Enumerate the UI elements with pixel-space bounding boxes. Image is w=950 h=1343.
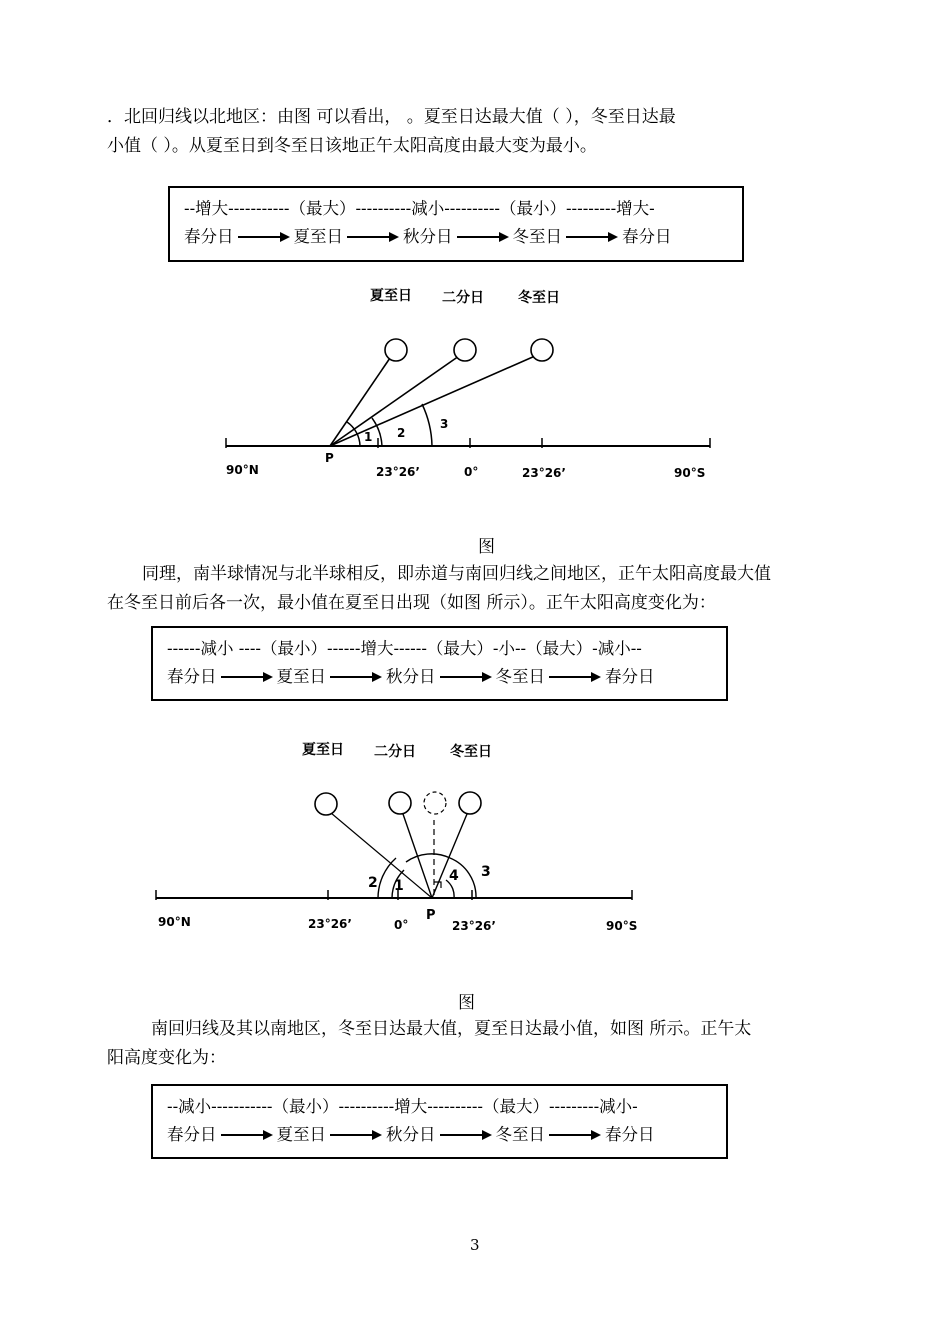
arrow-icon	[221, 1129, 273, 1141]
sun-icon	[531, 339, 553, 361]
paragraph-1-line-2: 小值（ ）。从夏至日到冬至日该地正午太阳高度由最大变为最小。	[107, 136, 597, 156]
sun-icon	[315, 793, 337, 815]
sun-icon	[454, 339, 476, 361]
legend-equinox: 二分日	[442, 290, 484, 306]
arrow-icon	[440, 1129, 492, 1141]
paragraph-1-line-1: ．北回归线以北地区：由图 可以看出， 。夏至日达最大值（ ），冬至日达最	[107, 107, 676, 127]
paragraph-3-line-2: 阳高度变化为：	[107, 1048, 226, 1068]
date-label: 春分日	[622, 227, 672, 246]
sun-altitude-diagram-2	[150, 730, 650, 945]
date-label: 秋分日	[386, 667, 436, 686]
date-label: 冬至日	[495, 1125, 545, 1144]
arrow-icon	[566, 231, 618, 243]
paragraph-2-line-2: 在冬至日前后各一次，最小值在夏至日出现（如图 所示）。正午太阳高度变化为：	[107, 593, 716, 613]
date-flow-row	[184, 224, 672, 250]
date-label: 春分日	[605, 667, 655, 686]
legend-winter-solstice: 冬至日	[518, 290, 560, 306]
arrow-icon	[549, 671, 601, 683]
axis-label-90s: 90°S	[674, 466, 706, 480]
angle-label: 1	[394, 878, 404, 894]
date-label: 春分日	[184, 227, 234, 246]
arrow-icon	[221, 671, 273, 683]
arrow-icon	[347, 231, 399, 243]
altitude-change-box-2	[151, 626, 728, 701]
page-number: 3	[470, 1236, 480, 1254]
paragraph-3-line-1: 南回归线及其以南地区，冬至日达最大值，夏至日达最小值，如图 所示。正午太	[151, 1019, 752, 1039]
point-p-label: P	[325, 451, 334, 465]
angle-arc-2	[372, 418, 382, 446]
date-label: 冬至日	[495, 667, 545, 686]
altitude-change-box-1	[168, 186, 744, 262]
date-label: 秋分日	[386, 1125, 436, 1144]
sun-icon	[385, 339, 407, 361]
legend-winter-solstice: 冬至日	[450, 744, 492, 760]
axis-label-tropic-n: 23°26’	[376, 465, 420, 479]
date-label: 冬至日	[512, 227, 562, 246]
arrow-icon	[549, 1129, 601, 1141]
date-label: 夏至日	[276, 1125, 326, 1144]
axis-label-90n: 90°N	[158, 915, 191, 929]
arrow-icon	[238, 231, 290, 243]
arrow-icon	[440, 671, 492, 683]
sun-altitude-diagram-1	[200, 280, 740, 495]
angle-label: 2	[368, 875, 378, 891]
winter-sun-ray	[432, 814, 467, 898]
legend-equinox: 二分日	[374, 744, 416, 760]
date-label: 春分日	[167, 1125, 217, 1144]
sun-icon	[389, 792, 411, 814]
axis-label-90s: 90°S	[606, 919, 638, 933]
axis-label-tropic-n: 23°26’	[308, 917, 352, 931]
altitude-change-box-3	[151, 1084, 728, 1159]
point-p-label: P	[426, 908, 436, 923]
date-label: 夏至日	[293, 227, 343, 246]
angle-arc-3	[422, 404, 432, 446]
dashed-sun-icon	[424, 792, 446, 814]
axis-label-tropic-s: 23°26’	[522, 466, 566, 480]
trend-row: ------减小 ----（最小）------增大------（最大）-小--（最大）-减小--	[167, 639, 642, 658]
date-label: 春分日	[605, 1125, 655, 1144]
date-flow-row	[167, 1122, 655, 1148]
date-label: 春分日	[167, 667, 217, 686]
angle-label: 1	[364, 430, 373, 444]
arrow-icon	[457, 231, 509, 243]
date-label: 秋分日	[403, 227, 453, 246]
equinox-sun-ray	[330, 356, 459, 446]
axis-label-90n: 90°N	[226, 463, 259, 477]
arrow-icon	[330, 1129, 382, 1141]
date-label: 夏至日	[276, 667, 326, 686]
angle-arc-top	[406, 854, 450, 862]
angle-label: 3	[481, 864, 491, 880]
axis-label-tropic-s: 23°26’	[452, 919, 496, 933]
figure-1-caption: 图	[478, 537, 495, 557]
date-flow-row	[167, 664, 655, 690]
paragraph-2-line-1: 同理，南半球情况与北半球相反，即赤道与南回归线之间地区，正午太阳高度最大值	[142, 564, 771, 584]
angle-label: 2	[397, 426, 406, 440]
sun-icon	[459, 792, 481, 814]
trend-row: --减小-----------（最小）----------增大----------（最大）---------减小-	[167, 1097, 638, 1116]
figure-2-caption: 图	[458, 993, 475, 1013]
axis-label-equator: 0°	[464, 465, 479, 479]
legend-summer-solstice: 夏至日	[370, 288, 412, 304]
axis-label-equator: 0°	[394, 918, 409, 932]
trend-row: --增大-----------（最大）----------减小----------（最小）---------增大-	[184, 199, 655, 218]
angle-label: 3	[440, 417, 449, 431]
angle-label: 4	[449, 868, 459, 884]
arrow-icon	[330, 671, 382, 683]
legend-summer-solstice: 夏至日	[302, 742, 344, 758]
